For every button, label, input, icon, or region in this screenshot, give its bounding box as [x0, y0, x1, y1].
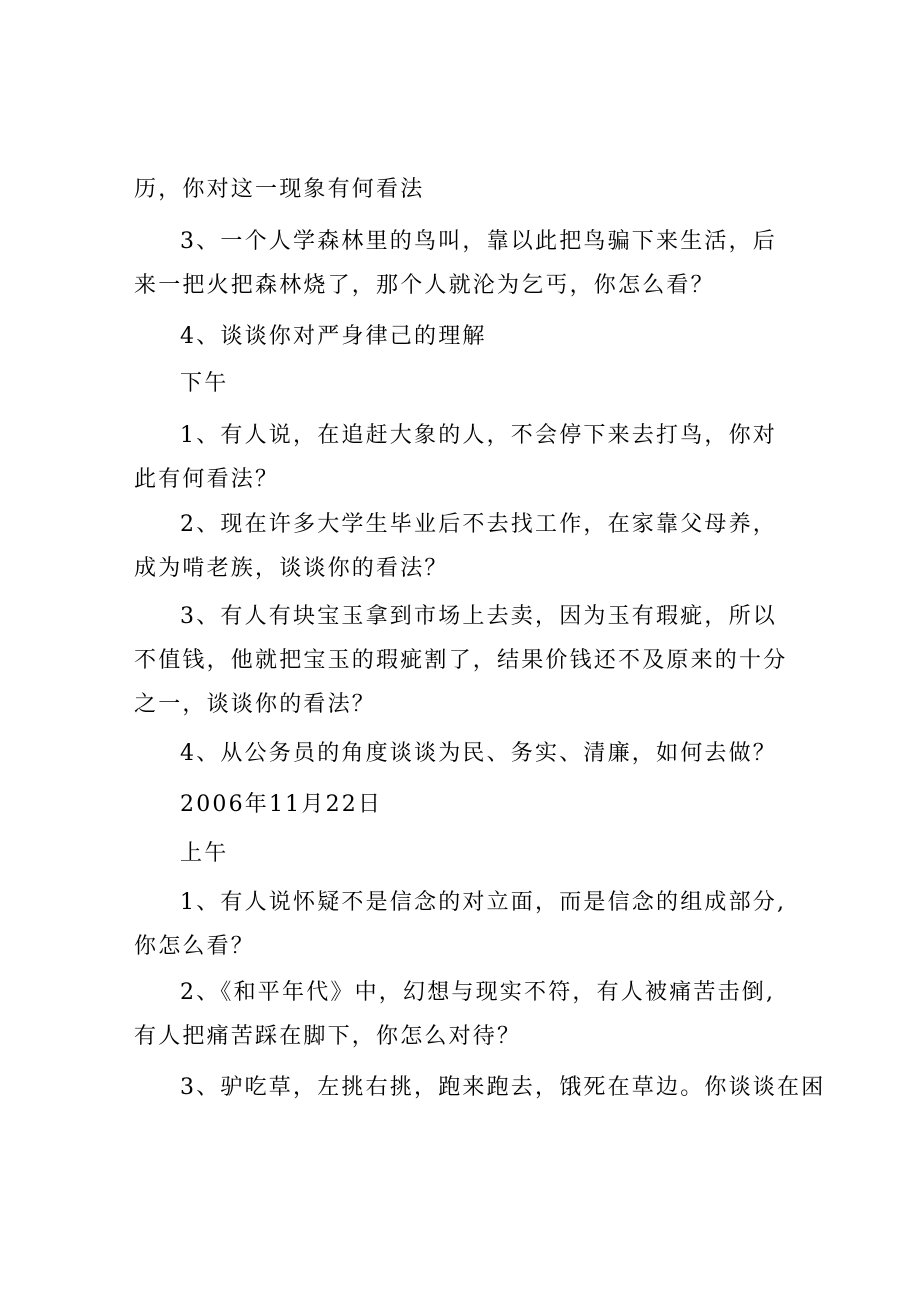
section-heading-morning: 上午: [180, 841, 229, 866]
question-paragraph: 3、驴吃草，左挑右挑，跑来跑去，饿死在草边。你谈谈在困: [180, 1075, 826, 1100]
question-paragraph: 3、有人有块宝玉拿到市场上去卖，因为玉有瑕疵，所以不值钱，他就把宝玉的瑕疵割了，结果价钱还不及原来的十分之一，谈谈你的看法？: [134, 604, 788, 717]
question-paragraph: 2、现在许多大学生毕业后不去找工作，在家靠父母养，成为啃老族，谈谈你的看法？: [134, 512, 777, 581]
paragraph-continuation: 历，你对这一现象有何看法: [134, 177, 425, 202]
question-paragraph: 3、一个人学森林里的鸟叫，靠以此把鸟骗下来生活，后来一把火把森林烧了，那个人就沦为乞丐，你怎么看？: [134, 229, 777, 298]
question-paragraph: 4、从公务员的角度谈谈为民、务实、清廉，如何去做？: [180, 741, 777, 766]
question-paragraph: 1、有人说，在追赶大象的人，不会停下来去打鸟，你对此有何看法？: [134, 423, 777, 492]
question-paragraph: 2、《和平年代》中，幻想与现实不符，有人被痛苦击倒,有人把痛苦踩在脚下，你怎么对待？: [134, 980, 776, 1049]
question-paragraph: 1、有人说怀疑不是信念的对立面，而是信念的组成部分,你怎么看？: [134, 890, 787, 959]
section-heading-afternoon: 下午: [180, 371, 229, 396]
question-paragraph: 4、谈谈你对严身律己的理解: [180, 324, 487, 349]
date-heading: 2006年11月22日: [180, 792, 383, 817]
